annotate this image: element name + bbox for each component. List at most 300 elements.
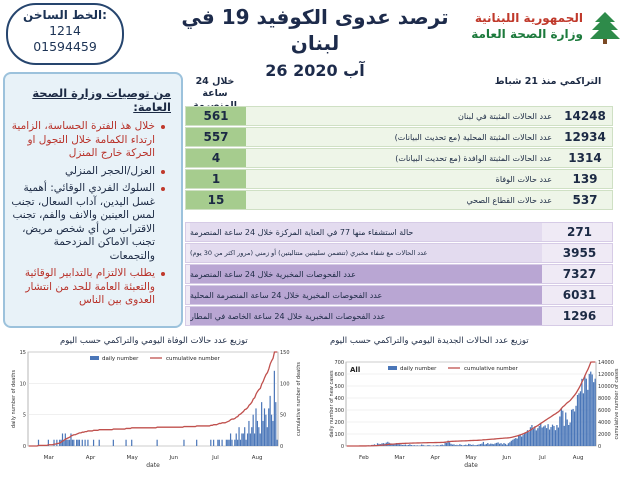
daily-bar: [509, 442, 510, 446]
daily-bar: [489, 444, 490, 446]
daily-bar: [593, 382, 594, 446]
daily-bar: [458, 445, 459, 446]
daily-bar: [93, 440, 94, 446]
y-tick-label: 0: [340, 444, 344, 450]
daily-bar: [219, 440, 220, 446]
month-label: Jul: [539, 455, 546, 461]
month-label: Apr: [85, 455, 96, 461]
daily-bar: [461, 445, 462, 446]
recommendations-list: [5, 120, 181, 308]
recommendation-text: العزل/الحجر المنزلي: [64, 164, 155, 177]
month-label: Mar: [394, 455, 405, 461]
y2-axis-label: cumulative number of deaths: [296, 362, 302, 436]
table-row: [185, 264, 613, 284]
month-label: Aug: [572, 455, 584, 461]
y-tick-label: 100: [334, 432, 344, 438]
daily-bar: [499, 444, 500, 446]
daily-bar: [229, 440, 230, 446]
daily-bar: [565, 413, 566, 446]
daily-bar: [69, 440, 70, 446]
daily-bar: [521, 437, 522, 446]
daily-bar: [77, 440, 78, 446]
y2-tick-label: 14000: [598, 360, 614, 366]
daily-bar: [446, 443, 447, 446]
row-label: عدد الحالات المثبتة المحلية (مع تحديث البيانات): [394, 132, 552, 142]
legend-swatch-daily: [90, 356, 99, 360]
y-tick-label: 400: [334, 396, 344, 402]
daily-bar: [562, 411, 563, 446]
hotline-box: [6, 3, 124, 65]
daily-bar: [571, 410, 572, 446]
daily-bar: [539, 426, 540, 446]
row-value: 3955: [562, 246, 597, 260]
row-value: 6031: [562, 288, 597, 302]
daily-bar: [471, 445, 472, 446]
row-value: 271: [566, 225, 593, 239]
daily-bar: [484, 445, 485, 446]
cases-chart-title: توزيع عدد الحالات الجديدة اليومي والتراكمي حسب اليوم: [330, 336, 529, 346]
daily-bar: [428, 445, 429, 446]
daily-bar: [522, 435, 523, 446]
daily-bar: [231, 440, 232, 446]
daily-bar: [157, 440, 158, 446]
hotline-number-long: 01594459: [33, 39, 97, 54]
row-label: عدد حالات القطاع الصحي: [466, 195, 552, 205]
month-label: Jun: [502, 455, 512, 461]
daily-bar: [506, 445, 507, 446]
daily-bar: [583, 393, 584, 446]
daily-bar: [84, 440, 85, 446]
y2-tick-label: 0: [598, 444, 602, 450]
daily-bar: [481, 444, 482, 446]
daily-bar: [465, 445, 466, 446]
daily-bar: [234, 440, 235, 446]
daily-bar: [558, 428, 559, 446]
recommendation-text: يطلب الالتزام بالتدابير الوقائية والتعبئة العامة للحد من انتشار العدوى بين الناس: [24, 267, 155, 306]
legend-swatch-daily: [388, 366, 397, 370]
daily-bar: [440, 445, 441, 446]
row-label: عدد الفحوصات المخبرية خلال 24 ساعة الخاصة في المطار: [190, 307, 542, 325]
legend-label-cumulative: cumulative number: [464, 366, 518, 372]
daily-bar: [545, 425, 546, 446]
daily-bar: [518, 436, 519, 446]
recommendations-panel: [3, 72, 183, 328]
daily-bar: [533, 429, 534, 446]
daily-bar: [213, 440, 214, 446]
daily-bar: [589, 374, 590, 446]
daily-bar: [477, 445, 478, 446]
table-row: [185, 190, 613, 210]
value-24h: 1: [186, 170, 246, 188]
value-cumulative: 139: [572, 172, 598, 186]
bullet-icon: [161, 170, 165, 174]
daily-bar: [549, 430, 550, 446]
value-cumulative: 12934: [564, 130, 606, 144]
daily-bar: [553, 426, 554, 446]
daily-bar: [436, 445, 437, 446]
cedar-icon: [587, 10, 623, 46]
y-tick-label: 5: [22, 412, 26, 419]
daily-bar: [567, 419, 568, 446]
daily-bar: [577, 395, 578, 446]
daily-bar: [452, 445, 453, 446]
daily-bar: [414, 445, 415, 446]
column-header-cumulative: التراكمي منذ 21 شباط: [494, 76, 602, 87]
table-row: [185, 285, 613, 305]
daily-bar: [459, 444, 460, 446]
daily-bar: [524, 433, 525, 446]
daily-bar: [422, 445, 423, 446]
y-tick-label: 15: [19, 350, 26, 356]
daily-bar: [586, 379, 587, 446]
daily-bar: [403, 445, 404, 446]
y2-tick-label: 6000: [598, 408, 611, 414]
daily-bar: [248, 421, 249, 446]
y2-tick-label: 50: [280, 412, 287, 419]
daily-bar: [442, 445, 443, 446]
row-label: عدد الفحوصات المخبرية خلال 24 ساعة المنصرمة: [190, 265, 542, 283]
daily-bar: [462, 445, 463, 446]
daily-bar: [272, 421, 273, 446]
daily-bar: [555, 430, 556, 446]
daily-bar: [257, 421, 258, 446]
daily-bar: [525, 432, 526, 446]
daily-bar: [409, 444, 410, 446]
daily-bar: [559, 416, 560, 446]
daily-bar: [238, 427, 239, 446]
daily-bar: [227, 440, 228, 446]
y-tick-label: 10: [19, 381, 26, 388]
daily-bar: [534, 426, 535, 446]
daily-bar: [592, 374, 593, 446]
daily-bar: [515, 438, 516, 446]
recommendation-item: [11, 120, 165, 161]
y2-tick-label: 2000: [598, 432, 611, 438]
legend-label-daily: daily number: [102, 356, 139, 362]
daily-bar: [268, 408, 269, 446]
recommendation-item: [11, 182, 165, 263]
daily-bar: [402, 445, 403, 446]
month-label: May: [465, 455, 477, 461]
daily-bar: [222, 440, 223, 446]
daily-bar: [487, 443, 488, 446]
row-value: 7327: [562, 267, 597, 281]
daily-bar: [449, 442, 450, 446]
y2-tick-label: 10000: [598, 384, 614, 390]
daily-bar: [546, 428, 547, 446]
daily-bar: [520, 434, 521, 446]
daily-bar: [578, 393, 579, 446]
table-row: [185, 306, 613, 326]
daily-bar: [453, 444, 454, 446]
ministry-name-line2: وزارة الصحة العامة: [471, 27, 583, 41]
daily-bar: [125, 440, 126, 446]
daily-bar: [495, 443, 496, 446]
daily-bar: [260, 433, 261, 446]
month-label: May: [126, 455, 138, 461]
daily-bar: [253, 415, 254, 446]
daily-bar: [243, 433, 244, 446]
recommendation-item: [11, 267, 165, 308]
daily-bar: [393, 445, 394, 446]
daily-bar: [537, 428, 538, 446]
y-tick-label: 600: [334, 372, 344, 378]
daily-bar: [574, 411, 575, 446]
daily-bar: [587, 390, 588, 446]
daily-bar: [483, 442, 484, 446]
x-axis-label: date: [146, 462, 160, 469]
daily-bar: [437, 445, 438, 446]
daily-bar: [217, 440, 218, 446]
daily-bar: [237, 440, 238, 446]
y2-axis-label: cumulative number of cases: [614, 368, 620, 440]
table-row: [185, 222, 613, 242]
hospital-tests-table: [185, 222, 611, 326]
daily-bar: [87, 440, 88, 446]
row-label: حالة استشفاء منها 77 في العناية المركزة خلال 24 ساعة المنصرمة: [190, 223, 542, 241]
bullet-icon: [161, 125, 165, 129]
daily-bar: [568, 425, 569, 446]
daily-bar: [584, 375, 585, 446]
daily-bar: [493, 444, 494, 446]
daily-bar: [421, 445, 422, 446]
daily-bar: [496, 443, 497, 446]
daily-bar: [490, 444, 491, 446]
row-label: عدد الحالات مع شفاء مخبري (تتضمن سلبيتين متتاليتين) أو زمني (مرور اكثر من 30 يوم): [190, 244, 542, 262]
daily-bar: [244, 427, 245, 446]
row-label: عدد حالات الوفاة: [495, 174, 552, 184]
daily-bar: [572, 409, 573, 446]
daily-bar: [113, 440, 114, 446]
y-axis-label: daily number of new cases: [329, 370, 335, 438]
row-label: عدد الحالات المثبتة الوافدة (مع تحديث البيانات): [395, 153, 552, 163]
recommendation-text: خلال هذ الفترة الحساسة، الزامية ارتداء الكمامة خلال التجول او الحركة خارج المنزل: [11, 120, 155, 159]
daily-bar: [62, 433, 63, 446]
daily-bar: [406, 445, 407, 446]
daily-bar: [443, 445, 444, 446]
y2-tick-label: 100: [280, 381, 290, 388]
daily-bar: [131, 440, 132, 446]
daily-bar: [271, 415, 272, 446]
table-row: [185, 127, 613, 147]
column-header-24h: خلال 24 ساعة: [195, 76, 235, 99]
daily-bar: [512, 440, 513, 446]
daily-bar: [552, 425, 553, 446]
daily-bar: [580, 391, 581, 446]
daily-bar: [241, 433, 242, 446]
bullet-icon: [161, 272, 165, 276]
bullet-icon: [161, 187, 165, 191]
value-cumulative: 14248: [564, 109, 606, 123]
table-row: [185, 169, 613, 189]
daily-bar: [250, 433, 251, 446]
legend-label-cumulative: cumulative number: [166, 356, 220, 362]
value-24h: 4: [186, 149, 246, 167]
value-24h: 561: [186, 107, 246, 125]
daily-bar: [528, 432, 529, 446]
daily-bar: [226, 440, 227, 446]
daily-bar: [556, 425, 557, 446]
plot-area: [28, 352, 278, 446]
daily-bar: [68, 440, 69, 446]
daily-bar: [540, 423, 541, 446]
daily-bar: [277, 440, 278, 446]
daily-bar: [505, 444, 506, 446]
daily-bar: [542, 428, 543, 446]
daily-bar: [455, 445, 456, 446]
daily-bar: [408, 445, 409, 446]
daily-bar: [456, 445, 457, 446]
month-label: Aug: [251, 455, 263, 461]
y-tick-label: 700: [334, 360, 344, 366]
recommendations-heading: من توصيات وزارة الصحة العامة:: [32, 86, 171, 114]
recommendation-text: السلوك الفردي الوقائي: أهمية غسل اليدين، آداب السعال، تجنب لمس العينين والانف والفم، تجنب الاقتراب من أي شخص مريض، تجنب الاماكن المزدحمة والتجمعات: [11, 182, 155, 262]
ministry-name: [471, 10, 583, 42]
deaths-chart: [0, 346, 308, 478]
y-tick-label: 300: [334, 408, 344, 414]
daily-bar: [581, 379, 582, 446]
daily-bar: [261, 402, 262, 446]
deaths-chart-title: توزيع عدد حالات الوفاة اليومي والتراكمي حسب اليوم: [60, 336, 248, 346]
daily-bar: [254, 433, 255, 446]
cases-table: [185, 72, 611, 215]
daily-bar: [595, 379, 596, 446]
daily-bar: [497, 442, 498, 446]
daily-bar: [420, 445, 421, 446]
legend-label-daily: daily number: [400, 366, 437, 372]
daily-bar: [433, 445, 434, 446]
hotline-number-short: 1214: [49, 23, 81, 38]
y-axis-label: daily number of deaths: [11, 369, 17, 429]
y2-tick-label: 0: [280, 444, 284, 450]
value-cumulative: 537: [572, 193, 598, 207]
daily-bar: [503, 443, 504, 446]
page-date: 26 آب 2020: [265, 61, 365, 80]
daily-bar: [240, 440, 241, 446]
month-label: Mar: [43, 455, 55, 461]
y2-tick-label: 4000: [598, 420, 611, 426]
y2-tick-label: 150: [280, 350, 290, 356]
daily-bar: [258, 427, 259, 446]
daily-bar: [251, 427, 252, 446]
daily-bar: [536, 430, 537, 446]
hotline-title: الخط الساخن:: [23, 8, 107, 22]
daily-bar: [196, 440, 197, 446]
daily-bar: [262, 421, 263, 446]
table-row: [185, 106, 613, 126]
daily-bar: [472, 445, 473, 446]
daily-bar: [467, 445, 468, 446]
daily-bar: [475, 445, 476, 446]
y2-tick-label: 8000: [598, 396, 611, 402]
daily-bar: [474, 445, 475, 446]
ministry-name-line1: الجمهورية اللبنانية: [474, 11, 583, 25]
daily-bar: [517, 439, 518, 446]
daily-bar: [76, 440, 77, 446]
daily-bar: [564, 426, 565, 446]
daily-bar: [417, 445, 418, 446]
daily-bar: [464, 445, 465, 446]
table-row: [185, 243, 613, 263]
panel-label: All: [350, 366, 361, 374]
x-axis-label: date: [464, 462, 478, 469]
month-label: Jul: [212, 455, 219, 461]
daily-bar: [450, 444, 451, 446]
row-value: 1296: [562, 309, 597, 323]
daily-bar: [405, 445, 406, 446]
value-24h: 15: [186, 191, 246, 209]
daily-bar: [399, 444, 400, 446]
daily-bar: [79, 440, 80, 446]
daily-bar: [508, 443, 509, 446]
daily-bar: [247, 433, 248, 446]
ministry-logo: [455, 8, 625, 48]
daily-bar: [412, 445, 413, 446]
daily-bar: [575, 406, 576, 446]
daily-bar: [99, 440, 100, 446]
y-tick-label: 500: [334, 384, 344, 390]
daily-bar: [547, 424, 548, 446]
daily-bar: [246, 440, 247, 446]
y2-tick-label: 12000: [598, 372, 614, 378]
daily-bar: [478, 444, 479, 446]
daily-bar: [492, 444, 493, 446]
daily-bar: [427, 445, 428, 446]
daily-bar: [82, 440, 83, 446]
daily-bar: [561, 409, 562, 446]
daily-bar: [183, 440, 184, 446]
daily-bar: [265, 415, 266, 446]
cases-chart: [318, 346, 628, 478]
y-tick-label: 200: [334, 420, 344, 426]
daily-bar: [267, 427, 268, 446]
daily-bar: [274, 371, 275, 446]
daily-bar: [570, 422, 571, 446]
daily-bar: [72, 440, 73, 446]
daily-bar: [543, 426, 544, 446]
daily-bar: [590, 372, 591, 446]
month-label: Jun: [169, 455, 179, 461]
value-cumulative: 1314: [568, 151, 602, 165]
recommendation-item: [11, 165, 165, 179]
daily-bar: [500, 443, 501, 446]
daily-bar: [514, 439, 515, 446]
daily-bar: [486, 444, 487, 446]
daily-bar: [264, 408, 265, 446]
daily-bar: [480, 444, 481, 446]
daily-bar: [73, 440, 74, 446]
page-header: [175, 4, 455, 82]
daily-bar: [511, 441, 512, 446]
daily-bar: [236, 433, 237, 446]
row-label: عدد الحالات المثبتة في لبنان: [458, 111, 552, 121]
month-label: Feb: [358, 455, 369, 461]
daily-bar: [411, 445, 412, 446]
daily-bar: [468, 444, 469, 446]
y-tick-label: 0: [22, 444, 26, 450]
daily-bar: [230, 433, 231, 446]
daily-bar: [66, 440, 67, 446]
daily-bar: [502, 444, 503, 446]
row-label: عدد الفحوصات المخبرية خلال 24 ساعة المنصرمة المحلية: [190, 286, 542, 304]
daily-bar: [210, 440, 211, 446]
page-title: ترصد عدوى الكوفيد 19 في لبنان: [181, 5, 449, 55]
daily-bar: [550, 427, 551, 446]
table-row: [185, 148, 613, 168]
daily-bar: [400, 445, 401, 446]
value-24h: 557: [186, 128, 246, 146]
daily-bar: [270, 396, 271, 446]
